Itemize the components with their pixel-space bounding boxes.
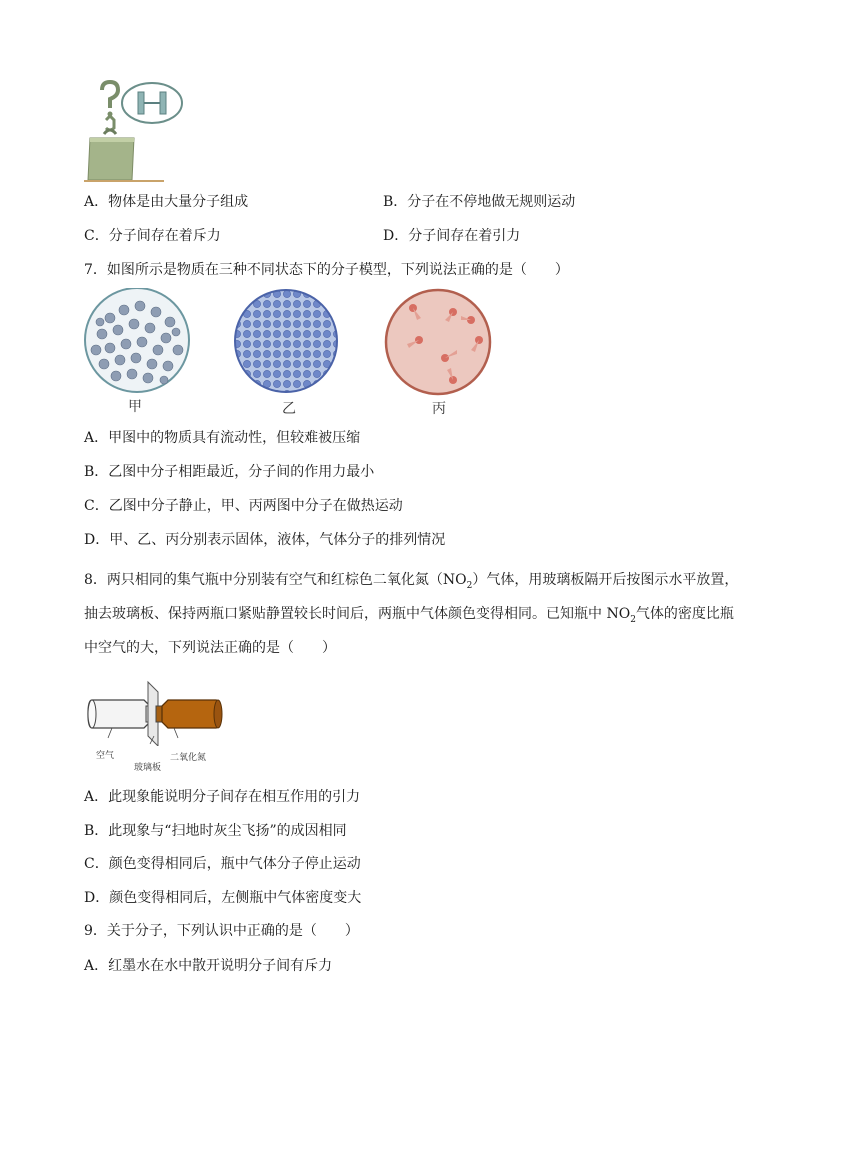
option-letter: A． [84, 789, 109, 805]
q7-figure-liquid [80, 288, 194, 394]
option-letter: C． [84, 856, 109, 872]
q7-stem: 7．如图所示是物质在三种不同状态下的分子模型，下列说法正确的是（ ） [84, 262, 569, 278]
subscript: 2 [630, 614, 636, 625]
q8-option-d[interactable] [84, 888, 361, 908]
option-text: 此现象能说明分子间存在相互作用的引力 [108, 789, 361, 805]
q7-option-a[interactable] [84, 428, 360, 448]
option-text: 分子间存在着引力 [408, 228, 521, 244]
q7-option-d[interactable] [84, 530, 445, 550]
label-no2: 二氧化氮 [170, 753, 207, 763]
q9-option-a[interactable] [84, 956, 332, 976]
option-letter: C． [84, 498, 109, 514]
q7-caption-yi: 乙 [282, 401, 296, 417]
option-letter: A． [84, 194, 109, 210]
q6-option-a[interactable] [84, 194, 248, 210]
q7-caption-jia: 甲 [128, 399, 142, 415]
option-text: 物体是由大量分子组成 [108, 194, 249, 210]
option-letter: B． [383, 194, 408, 210]
option-letter: A． [84, 958, 109, 974]
q8-stem-text: 8．两只相同的集气瓶中分别装有空气和红棕色二氧化氮（NO [84, 572, 467, 588]
option-letter: A． [84, 430, 109, 446]
q6-option-c[interactable] [84, 228, 221, 244]
q9-stem: 9．关于分子，下列认识中正确的是（ ） [84, 923, 359, 939]
option-text: 颜色变得相同后，瓶中气体分子停止运动 [108, 856, 361, 872]
q7-figure-gas [383, 288, 493, 396]
q8-figure-gas-jars [84, 676, 234, 772]
q7-figure-solid [232, 289, 340, 393]
option-text: 甲图中的物质具有流动性，但较难被压缩 [108, 430, 361, 446]
option-text: 颜色变得相同后，左侧瓶中气体密度变大 [109, 890, 362, 906]
option-text: 此现象与“扫地时灰尘飞扬”的成因相同 [108, 823, 347, 839]
option-letter: D． [383, 228, 409, 244]
q7-caption-bing: 丙 [432, 401, 446, 417]
option-letter: D． [84, 890, 110, 906]
option-text: 甲、乙、丙分别表示固体，液体，气体分子的排列情况 [109, 532, 446, 548]
q8-stem-line-3: 中空气的大，下列说法正确的是（ ） [84, 640, 336, 656]
q8-option-b[interactable] [84, 821, 347, 841]
q7-option-c[interactable] [84, 496, 403, 516]
option-text: 乙图中分子相距最近，分子间的作用力最小 [108, 464, 375, 480]
option-letter: B． [84, 823, 109, 839]
label-air: 空气 [96, 751, 115, 761]
option-letter: B． [84, 464, 109, 480]
q8-option-c[interactable] [84, 854, 361, 874]
q8-stem-line-2 [84, 604, 734, 624]
option-text: 乙图中分子静止，甲、丙两图中分子在做热运动 [108, 498, 403, 514]
option-letter: C． [84, 228, 109, 244]
q6-option-d[interactable] [383, 228, 520, 244]
q6-figure [84, 76, 194, 184]
q8-stem-line-1 [84, 570, 738, 590]
option-text: 分子在不停地做无规则运动 [407, 194, 576, 210]
option-letter: D． [84, 532, 110, 548]
option-text: 分子间存在着斥力 [108, 228, 221, 244]
label-glass-plate: 玻璃板 [134, 763, 162, 773]
q8-stem-text: 气体的密度比瓶 [635, 606, 734, 622]
q7-option-b[interactable] [84, 462, 374, 482]
q8-option-a[interactable] [84, 787, 360, 807]
option-text: 红墨水在水中散开说明分子间有斥力 [108, 958, 333, 974]
q6-option-b[interactable] [383, 194, 575, 210]
subscript: 2 [466, 580, 473, 591]
q8-stem-text: 抽去玻璃板、保持两瓶口紧贴静置较长时间后，两瓶中气体颜色变得相同。已知瓶中 NO [84, 606, 631, 622]
q8-stem-text: ）气体，用玻璃板隔开后按图示水平放置， [472, 572, 739, 588]
